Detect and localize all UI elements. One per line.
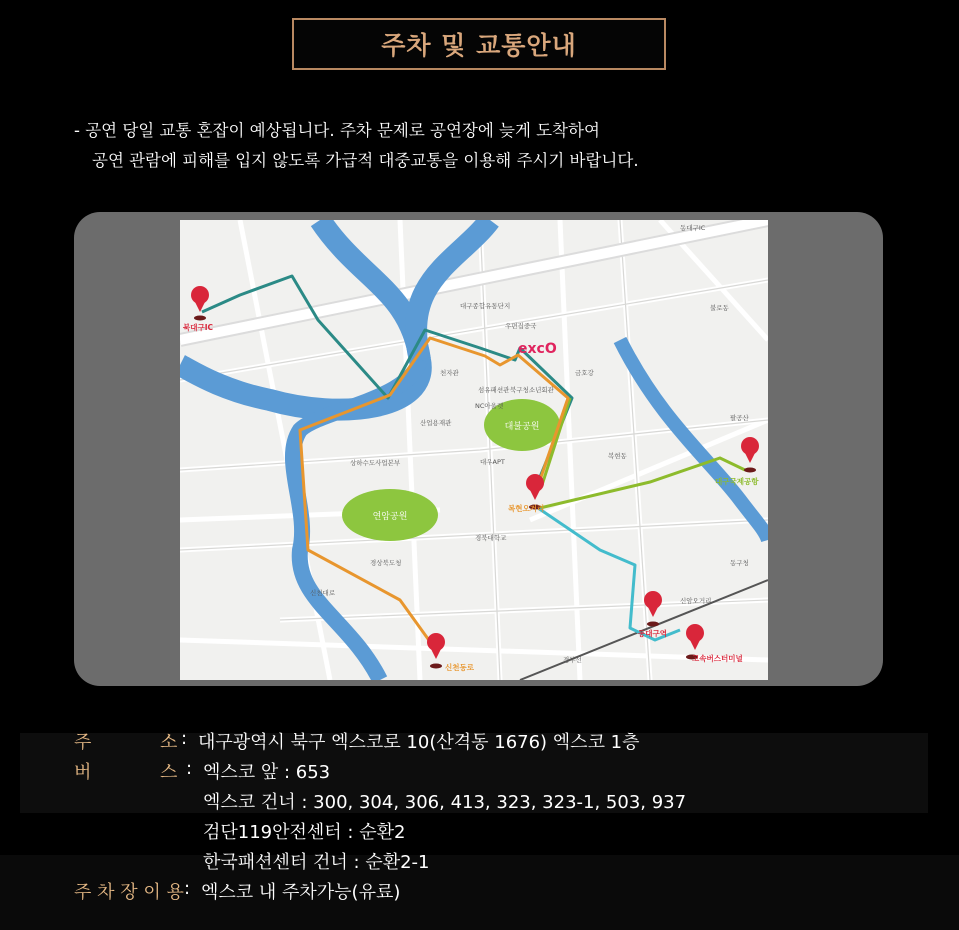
stop-express-terminal-label: 고속버스터미널: [692, 654, 743, 663]
place-gumi: 금호강: [575, 369, 594, 377]
place-bulro: 불로동: [710, 304, 729, 312]
place-daegu-stadium: 대구종합유통단지: [460, 302, 511, 310]
park-daebul-label: 대불공원: [504, 422, 540, 432]
place-gyeongsang-do: 경상북도청: [370, 559, 402, 567]
place-gyeongbuk-univ: 경북대학교: [475, 534, 507, 542]
bus-label-a: 버: [74, 762, 92, 783]
place-bokhyeon-dong: 복현동: [608, 452, 627, 460]
place-palgong: 팔공산: [730, 414, 749, 422]
place-daewoo: 대우APT: [480, 458, 505, 466]
address-label-a: 주: [74, 732, 92, 753]
stop-bokhyeon-label: 복현오거리: [508, 504, 545, 513]
park-yeonam-label: 연암공원: [372, 512, 408, 522]
place-youth: 북구청소년회관: [510, 386, 554, 394]
page-title-box: [292, 18, 666, 70]
stop-airport-label: 대구국제공항: [715, 477, 759, 486]
stop-dongdaegu-label: 동대구역: [638, 629, 667, 638]
place-sinam: 신암오거리: [680, 597, 712, 605]
page-title: 주차 및 교통안내: [381, 31, 577, 60]
address-value: 대구광역시 북구 엑스코로 10(산격동 1676) 엑스코 1층: [198, 732, 640, 753]
bus-line-3: 검단119안전센터 : 순환2: [203, 822, 406, 843]
route-map: [180, 220, 768, 680]
notice-line-2: 공연 관람에 피해를 입지 않도록 가급적 대중교통을 이용해 주시기 바랍니다.: [92, 151, 639, 170]
bus-line-4: 한국패션센터 건너 : 순환2-1: [203, 852, 430, 873]
bus-colon: :: [186, 758, 193, 779]
exco-logo: excO: [518, 341, 557, 357]
parking-label: 주 차 장 이 용: [74, 882, 184, 903]
place-dongchon: 동구청: [730, 559, 749, 567]
place-dongdaegu-ic: 동대구IC: [680, 224, 706, 232]
parking-value: 엑스코 내 주차가능(유료): [201, 882, 401, 903]
place-seongdang: 신천대로: [310, 589, 336, 597]
place-ubeon: 우편집중국: [505, 322, 537, 330]
place-express: 경부선: [563, 656, 582, 664]
place-industry: 산업용재관: [420, 419, 452, 427]
parking-colon: :: [184, 878, 191, 899]
bus-line-2: 엑스코 건너 : 300, 304, 306, 413, 323, 323-1, 503, 937: [203, 792, 687, 813]
bus-line-1: 엑스코 앞 : 653: [203, 762, 331, 783]
place-sangha: 상하수도사업본부: [350, 459, 401, 467]
stop-sincheon-label: 신천동로: [445, 663, 474, 672]
notice-line-1: - 공연 당일 교통 혼잡이 예상됩니다. 주차 문제로 공연장에 늦게 도착하여: [74, 121, 600, 140]
place-ncm: NC아울렛: [475, 402, 504, 410]
bus-label-b: 스: [160, 762, 178, 783]
address-colon: :: [181, 728, 188, 749]
place-seomyu: 섬유패션관: [478, 386, 510, 394]
stop-bukdaegu-ic-label: 북대구IC: [183, 323, 214, 332]
notice: [74, 116, 639, 176]
place-cheonja: 천자관: [440, 369, 459, 377]
address-label-b: 소: [160, 732, 178, 753]
